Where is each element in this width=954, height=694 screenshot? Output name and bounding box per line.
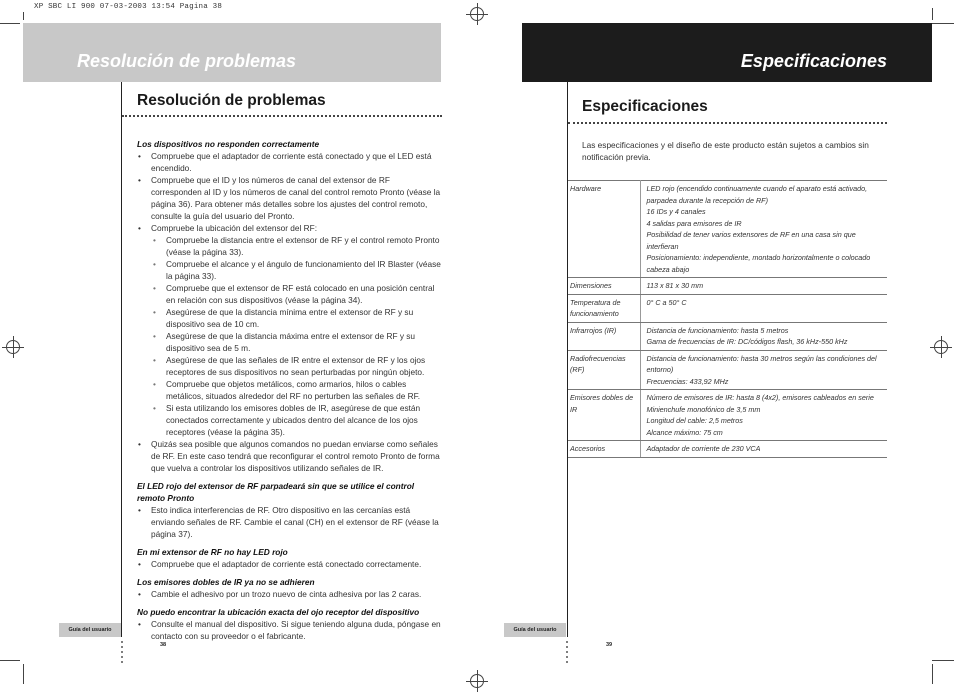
crop-mark: [932, 664, 933, 684]
crop-mark: [23, 12, 24, 20]
bullet-list: [137, 504, 442, 540]
spec-row: [568, 322, 887, 350]
spec-value-line: Gama de frecuencias de IR: DC/códigos flash, 36 kHz-550 kHz: [646, 337, 848, 346]
spec-row: [568, 278, 887, 295]
spec-value-line: 16 IDs y 4 canales: [646, 207, 706, 216]
right-banner-title: Especificaciones: [740, 51, 887, 71]
sub-bullet-item: • Si esta utilizando los emisores dobles de IR, asegúrese de que están conectados correctamente y ubicados dentro del alcance de los ojos receptores (véase la página 35).: [137, 402, 442, 438]
spec-row: [568, 350, 887, 390]
bullet-list: [137, 618, 442, 642]
left-banner: [23, 23, 441, 82]
section-title: El LED rojo del extensor de RF parpadeará sin que se utilice el control remoto Pronto: [137, 481, 415, 503]
left-heading: Resolución de problemas: [137, 92, 326, 109]
spec-value: [640, 322, 887, 350]
spec-row: [568, 294, 887, 322]
registration-mark-icon: [2, 336, 24, 358]
spec-label: Accesorios: [568, 441, 640, 458]
spec-label: Radiofrecuencias (RF): [568, 350, 640, 390]
spec-value-line: 0° C a 50° C: [646, 297, 687, 307]
right-page-number: 39: [606, 642, 613, 648]
spec-value-line: Posicionamiento: independiente, montado horizontalmente o colocado cabeza abajo: [646, 253, 871, 274]
spec-value-line: Alcance máximo: 75 cm: [646, 427, 723, 437]
spec-label: Temperatura de funcionamiento: [568, 294, 640, 322]
spec-row: [568, 390, 887, 441]
spec-value: [640, 390, 887, 441]
bullet-item: • Quizás sea posible que algunos comandos no puedan enviarse como señales de RF. En este caso tendrá que reconfigurar el control remoto Pronto de forma que vuelva a controlar los dispositivos utilizando señales de IR.: [137, 438, 442, 474]
left-banner-title: Resolución de problemas: [77, 51, 297, 71]
crop-mark: [932, 660, 954, 661]
crop-mark: [23, 664, 24, 684]
crop-mark: [932, 23, 954, 24]
spec-label: Infrarrojos (IR): [568, 322, 640, 350]
sub-bullet-item: • Asegúrese de que la distancia mínima entre el extensor de RF y su dispositivo sea de 10 cm.: [137, 306, 442, 330]
sub-bullet-item: • Compruebe el alcance y el ángulo de funcionamiento del IR Blaster (véase la página 33).: [137, 258, 442, 282]
sub-bullet-item: • Compruebe que objetos metálicos, como armarios, hilos o cables metálicos, situados alrededor del RF no perturben las señales de RF.: [137, 378, 442, 402]
right-heading: Especificaciones: [582, 98, 708, 115]
sub-bullet-item: • Compruebe la distancia entre el extensor de RF y el control remoto Pronto (véase la página 33).: [137, 234, 442, 258]
spec-value: [640, 181, 887, 278]
spec-value-line: Minienchufe monofónico de 3,5 mm: [646, 404, 761, 414]
section-title: Los dispositivos no responden correctamente: [137, 139, 320, 149]
spec-row: [568, 181, 887, 278]
spec-value: [640, 441, 887, 458]
bullet-item: • Consulte el manual del dispositivo. Si sigue teniendo alguna duda, póngase en contacto con su proveedor o el fabricante.: [137, 618, 442, 642]
spec-value-line: 4 salidas para emisores de IR: [646, 218, 742, 228]
bullet-item: • Compruebe que el adaptador de corriente está conectado correctamente.: [137, 558, 442, 570]
crop-mark: [932, 8, 933, 20]
bullet-item: • Compruebe que el ID y los números de canal del extensor de RF corresponden al ID y los números de canal del control remoto Pronto (véase la página 36). Para obtener más detalles sobre los ajustes del control remoto, consulte la guía del usuario del Pronto.: [137, 174, 442, 222]
spec-value: [640, 294, 887, 322]
bullet-item: • Compruebe la ubicación del extensor del RF:: [137, 222, 442, 234]
right-banner: [522, 23, 932, 82]
left-page-number: 38: [160, 642, 167, 648]
spec-value-line: 113 x 81 x 30 mm: [646, 281, 704, 290]
spec-label: Dimensiones: [568, 278, 640, 295]
section-title: Los emisores dobles de IR ya no se adhieren: [137, 577, 315, 587]
bullet-item: • Esto indica interferencias de RF. Otro dispositivo en las cercanías está enviando señales de RF. Cambie el canal (CH) en el extensor de RF (véase la página 37).: [137, 504, 442, 540]
spec-label: Emisores dobles de IR: [568, 390, 640, 441]
bullet-list: [137, 150, 442, 474]
spec-value-line: Longitud del cable: 2,5 metros: [646, 416, 743, 425]
bullet-list: [137, 588, 442, 600]
spec-value-line: Posibilidad de tener varios extensores de RF en una casa sin que interfieran: [646, 230, 856, 251]
spec-value-line: Frecuencias: 433,92 MHz: [646, 376, 729, 386]
sub-bullet-item: • Asegúrese de que las señales de IR entre el extensor de RF y los ojos receptores de sus dispositivos no sean perturbadas por ningún objeto.: [137, 354, 442, 378]
spec-value: [640, 278, 887, 295]
spec-value-line: LED rojo (encendido continuamente cuando el aparato está activado, parpadea durante la recepción de RF): [646, 184, 868, 205]
bullet-item: • Compruebe que el adaptador de corriente está conectado y que el LED está encendido.: [137, 150, 442, 174]
specs-intro: Las especificaciones y el diseño de este producto están sujetos a cambios sin notificación previa.: [582, 140, 869, 162]
registration-mark-icon: [930, 336, 952, 358]
right-footer-label: Guía del usuario: [504, 623, 566, 637]
spec-value-line: Número de emisores de IR: hasta 8 (4x2), emisores cableados en serie: [646, 393, 874, 402]
spec-value-line: Adaptador de corriente de 230 VCA: [646, 444, 761, 453]
troubleshooting-content: [137, 138, 442, 642]
left-dotted-rule: [122, 115, 442, 117]
spec-label: Hardware: [568, 181, 640, 278]
spec-value-line: Distancia de funcionamiento: hasta 30 metros según las condiciones del entorno): [646, 353, 877, 374]
bullet-item: • Cambie el adhesivo por un trozo nuevo de cinta adhesiva por las 2 caras.: [137, 588, 442, 600]
bullet-list: [137, 558, 442, 570]
spec-value-line: Distancia de funcionamiento: hasta 5 metros: [646, 325, 789, 335]
right-dotted-rule: [568, 122, 887, 124]
left-footer-label: Guía del usuario: [59, 623, 121, 637]
sub-bullet-item: • Compruebe que el extensor de RF está colocado en una posición central en relación con sus dispositivos (véase la página 34).: [137, 282, 442, 306]
print-header: XP SBC LI 900 07-03-2003 13:54 Pagina 38: [34, 3, 223, 11]
section-title: No puedo encontrar la ubicación exacta del ojo receptor del dispositivo: [137, 607, 420, 617]
section-title: En mi extensor de RF no hay LED rojo: [137, 547, 288, 557]
spec-row: [568, 441, 887, 458]
right-dots: [566, 641, 569, 666]
sub-bullet-item: • Asegúrese de que la distancia máxima entre el extensor de RF y su dispositivo sea de 5 m.: [137, 330, 442, 354]
left-sidebar-line: [121, 82, 122, 637]
registration-mark-icon: [466, 670, 488, 692]
registration-mark-icon: [466, 3, 488, 25]
left-dots: [121, 641, 124, 666]
crop-mark: [0, 660, 20, 661]
spec-value: [640, 350, 887, 390]
crop-mark: [0, 23, 20, 24]
specifications-table: [568, 180, 887, 458]
